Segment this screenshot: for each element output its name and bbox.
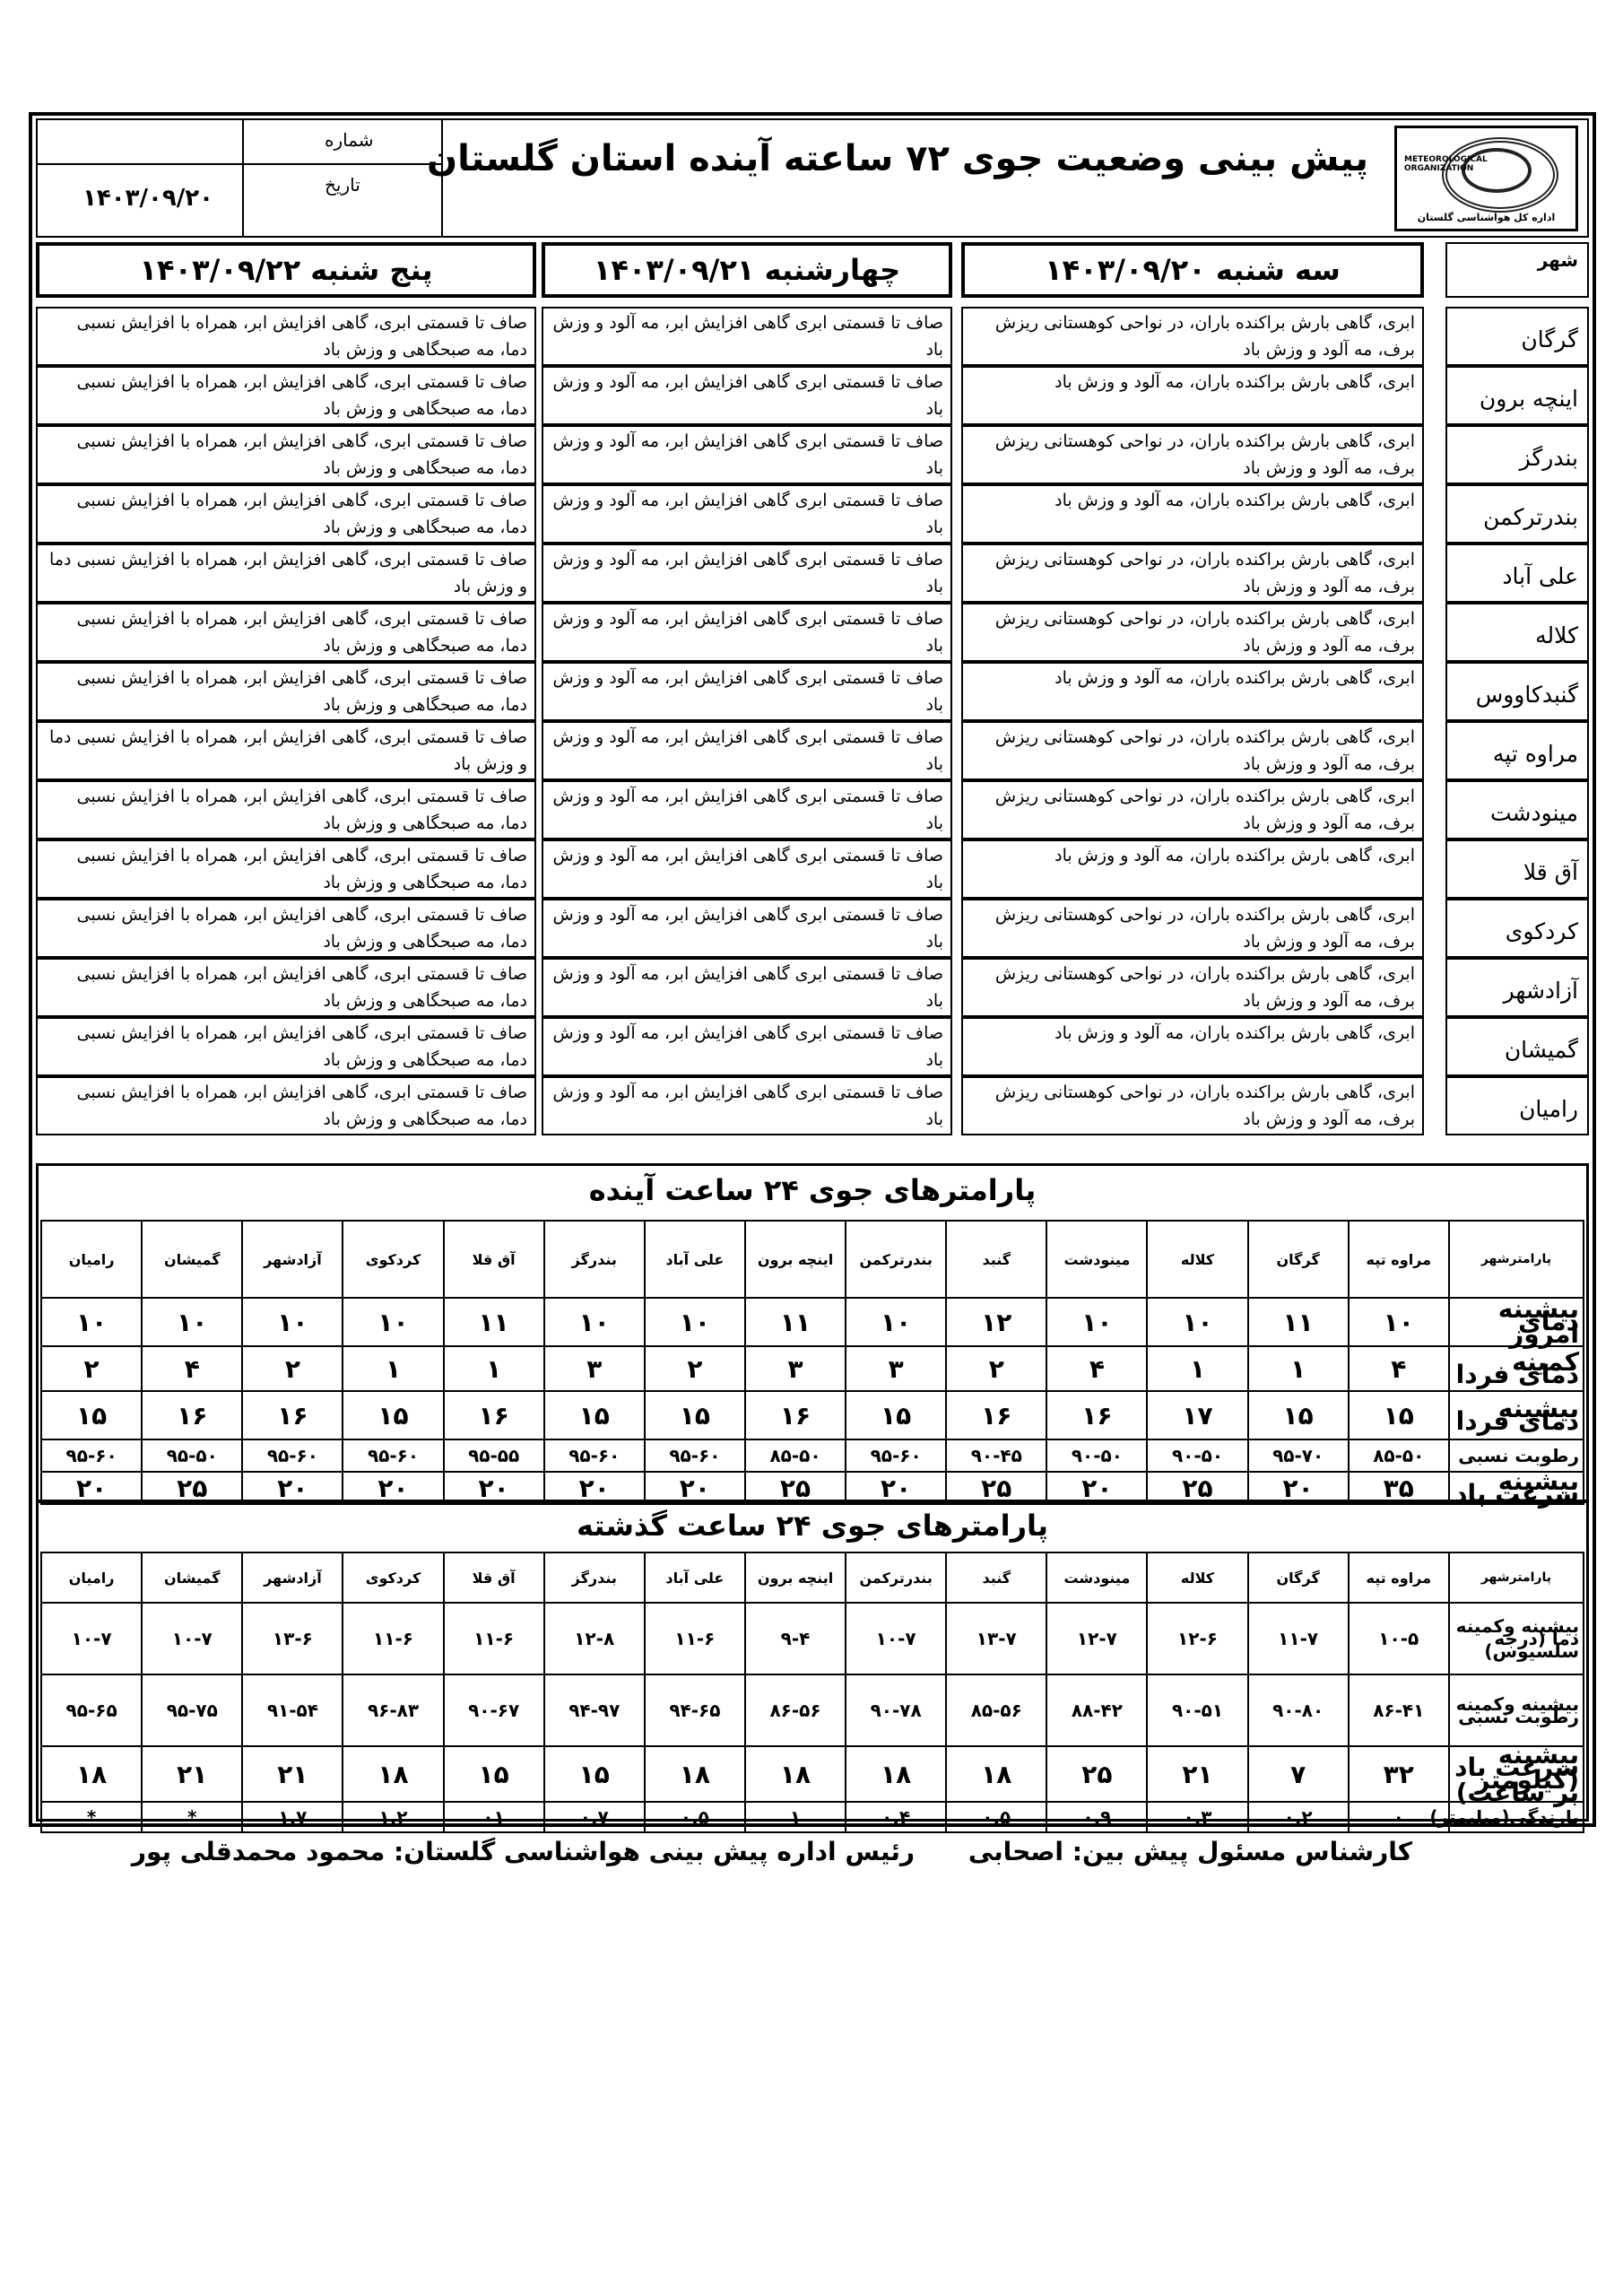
param-value: ۹۵-۶۰: [645, 1439, 745, 1472]
param-row: [41, 1298, 1584, 1346]
param-value: ۸۵-۵۶: [946, 1674, 1046, 1746]
param-city-header: گنبد: [946, 1221, 1046, 1298]
param-value: ۱: [1147, 1346, 1247, 1391]
forecast-day3-cell: صاف تا قسمتی ابری، گاهی افزایش ابر، همراه با افزایش نسبی دما، مه صبحگاهی و وزش باد: [36, 839, 536, 899]
forecast-day2-cell: صاف تا قسمتی ابری گاهی افزایش ابر، مه آلود و وزش باد: [542, 484, 952, 544]
param-value: ۰.۵: [645, 1802, 745, 1832]
param-value: ۹۵-۵۵: [444, 1439, 544, 1472]
forecast-row: [36, 603, 1589, 662]
city-name: اینچه برون: [1445, 366, 1589, 425]
past24-table: [40, 1552, 1584, 1833]
param-city-header: آزادشهر: [242, 1552, 343, 1603]
forecast-row: [36, 307, 1589, 366]
forecast-day3-cell: صاف تا قسمتی ابری، گاهی افزایش ابر، همراه با افزایش نسبی دما، مه صبحگاهی و وزش باد: [36, 1076, 536, 1135]
param-value: ۰.۹: [1046, 1802, 1147, 1832]
forecast-day2-cell: صاف تا قسمتی ابری گاهی افزایش ابر، مه آلود و وزش باد: [542, 544, 952, 603]
forecast-day3-cell: صاف تا قسمتی ابری، گاهی افزایش ابر، همراه با افزایش نسبی دما، مه صبحگاهی و وزش باد: [36, 899, 536, 958]
param-row: [41, 1346, 1584, 1391]
param-row: [41, 1746, 1584, 1802]
param-value: ۱۱: [745, 1298, 846, 1346]
next24-table: [40, 1220, 1584, 1509]
param-value: ۱۶: [1046, 1391, 1147, 1439]
forecast-day2-cell: صاف تا قسمتی ابری گاهی افزایش ابر، مه آلود و وزش باد: [542, 307, 952, 366]
day2-header: چهارشنبه ۱۴۰۳/۰۹/۲۱: [542, 242, 952, 298]
forecast-day1-cell: ابری، گاهی بارش براکنده باران، در نواحی کوهستانی ریزش برف، مه آلود و وزش باد: [961, 958, 1424, 1017]
param-value: ۹۵-۶۰: [846, 1439, 946, 1472]
param-label: بیشینه دمای امروز: [1449, 1298, 1584, 1346]
forecast-row: [36, 425, 1589, 484]
param-value: ۹۰-۴۵: [946, 1439, 1046, 1472]
param-value: ۰.۳: [1147, 1802, 1247, 1832]
param-value: ۱۲-۸: [544, 1603, 645, 1674]
forecast-day1-cell: ابری، گاهی بارش براکنده باران، در نواحی کوهستانی ریزش برف، مه آلود و وزش باد: [961, 721, 1424, 780]
param-value: ۱۳-۷: [946, 1603, 1046, 1674]
param-value: ۲: [946, 1346, 1046, 1391]
param-value: ۱۵: [1248, 1391, 1349, 1439]
forecast-day2-cell: صاف تا قسمتی ابری گاهی افزایش ابر، مه آلود و وزش باد: [542, 425, 952, 484]
city-name: بندرگز: [1445, 425, 1589, 484]
date-value: ۱۴۰۳/۰۹/۲۰: [82, 185, 213, 212]
param-city-header: بندرگز: [544, 1221, 645, 1298]
date-label: تاریخ: [325, 174, 360, 196]
param-value: ۲۰: [444, 1472, 544, 1504]
param-value: ۹۵-۶۵: [41, 1674, 142, 1746]
param-value: ۱۵: [544, 1746, 645, 1802]
forecast-row: [36, 544, 1589, 603]
param-value: ۱۶: [444, 1391, 544, 1439]
param-value: ۱۱-۶: [343, 1603, 443, 1674]
forecast-day2-cell: صاف تا قسمتی ابری گاهی افزایش ابر، مه آلود و وزش باد: [542, 839, 952, 899]
param-value: ۰.۵: [946, 1802, 1046, 1832]
param-value: *: [142, 1802, 242, 1832]
param-city-header: گمیشان: [142, 1552, 242, 1603]
forecast-day3-cell: صاف تا قسمتی ابری، گاهی افزایش ابر، همراه با افزایش نسبی دما، مه صبحگاهی و وزش باد: [36, 366, 536, 425]
param-city-header: مینودشت: [1046, 1221, 1147, 1298]
param-city-header: بندرترکمن: [846, 1221, 946, 1298]
param-label: بیشینه سرعت باد: [1449, 1472, 1584, 1504]
forecast-day2-cell: صاف تا قسمتی ابری گاهی افزایش ابر، مه آلود و وزش باد: [542, 1076, 952, 1135]
param-value: ۲: [41, 1346, 142, 1391]
forecast-day1-cell: ابری، گاهی بارش براکنده باران، در نواحی کوهستانی ریزش برف، مه آلود و وزش باد: [961, 307, 1424, 366]
param-value: ۱۵: [41, 1391, 142, 1439]
param-value: ۱۰: [1349, 1298, 1449, 1346]
param-value: ۹۰-۸۰: [1248, 1674, 1349, 1746]
param-value: ۱۰: [1046, 1298, 1147, 1346]
param-value: ۱.۲: [343, 1802, 443, 1832]
param-value: ۳: [544, 1346, 645, 1391]
param-value: ۱۰: [1147, 1298, 1247, 1346]
param-city-header: مراوه تپه: [1349, 1221, 1449, 1298]
forecast-day2-cell: صاف تا قسمتی ابری گاهی افزایش ابر، مه آلود و وزش باد: [542, 1017, 952, 1076]
city-name: گمیشان: [1445, 1017, 1589, 1076]
param-value: ۲۵: [946, 1472, 1046, 1504]
param-value: ۱۰: [544, 1298, 645, 1346]
forecast-day1-cell: ابری، گاهی بارش براکنده باران، مه آلود و وزش باد: [961, 662, 1424, 721]
param-city-header: کردکوی: [343, 1552, 443, 1603]
param-value: ۱۱: [1248, 1298, 1349, 1346]
forecast-day3-cell: صاف تا قسمتی ابری، گاهی افزایش ابر، همراه با افزایش نسبی دما، مه صبحگاهی و وزش باد: [36, 484, 536, 544]
param-value: ۲: [242, 1346, 343, 1391]
param-value: ۱۵: [645, 1391, 745, 1439]
param-value: ۱۰-۷: [142, 1603, 242, 1674]
forecast-day1-cell: ابری، گاهی بارش براکنده باران، در نواحی کوهستانی ریزش برف، مه آلود و وزش باد: [961, 780, 1424, 839]
param-value: ۲۰: [846, 1472, 946, 1504]
forecast-row: [36, 899, 1589, 958]
param-city-header: رامیان: [41, 1221, 142, 1298]
number-label: شماره: [325, 129, 374, 151]
param-value: ۹۶-۸۳: [343, 1674, 443, 1746]
param-value: ۱۱-۷: [1248, 1603, 1349, 1674]
forecast-day3-cell: صاف تا قسمتی ابری، گاهی افزایش ابر، همراه با افزایش نسبی دما، مه صبحگاهی و وزش باد: [36, 780, 536, 839]
forecast-row: [36, 1017, 1589, 1076]
param-value: ۱۸: [846, 1746, 946, 1802]
param-value: ۰.۴: [846, 1802, 946, 1832]
forecast-day1-cell: ابری، گاهی بارش براکنده باران، در نواحی کوهستانی ریزش برف، مه آلود و وزش باد: [961, 899, 1424, 958]
param-value: ۳۵: [1349, 1472, 1449, 1504]
param-value: ۲۰: [645, 1472, 745, 1504]
param-value: ۹۵-۶۰: [343, 1439, 443, 1472]
city-name: گنبدکاووس: [1445, 662, 1589, 721]
param-row: [41, 1603, 1584, 1674]
forecast-day2-cell: صاف تا قسمتی ابری گاهی افزایش ابر، مه آلود و وزش باد: [542, 662, 952, 721]
param-value: ۸۶-۵۶: [745, 1674, 846, 1746]
forecast-day1-cell: ابری، گاهی بارش براکنده باران، در نواحی کوهستانی ریزش برف، مه آلود و وزش باد: [961, 603, 1424, 662]
forecast-day1-cell: ابری، گاهی بارش براکنده باران، در نواحی کوهستانی ریزش برف، مه آلود و وزش باد: [961, 544, 1424, 603]
param-city-header: گمیشان: [142, 1221, 242, 1298]
param-row: [41, 1391, 1584, 1439]
param-value: ۱۵: [544, 1391, 645, 1439]
city-name: کلاله: [1445, 603, 1589, 662]
param-value: ۹۵-۶۰: [242, 1439, 343, 1472]
param-label: بیشینه سرعت باد (کیلومتر بر ساعت): [1449, 1746, 1584, 1802]
past24-title: پارامترهای جوی ۲۴ ساعت گذشته: [576, 1509, 1049, 1543]
forecast-day3-cell: صاف تا قسمتی ابری، گاهی افزایش ابر، همراه با افزایش نسبی دما، مه صبحگاهی و وزش باد: [36, 307, 536, 366]
forecast-day1-cell: ابری، گاهی بارش براکنده باران، در نواحی کوهستانی ریزش برف، مه آلود و وزش باد: [961, 425, 1424, 484]
param-city-header: آق قلا: [444, 1552, 544, 1603]
forecast-day1-cell: ابری، گاهی بارش براکنده باران، مه آلود و وزش باد: [961, 1017, 1424, 1076]
param-city-header: کلاله: [1147, 1552, 1247, 1603]
param-city-header: گرگان: [1248, 1221, 1349, 1298]
param-corner-header: پارامترشهر: [1449, 1552, 1584, 1603]
day3-header: پنج شنبه ۱۴۰۳/۰۹/۲۲: [36, 242, 536, 298]
forecast-day1-cell: ابری، گاهی بارش براکنده باران، مه آلود و وزش باد: [961, 839, 1424, 899]
param-value: ۲۰: [41, 1472, 142, 1504]
param-value: ۱۵: [444, 1746, 544, 1802]
forecast-row: [36, 662, 1589, 721]
param-value: ۹۵-۶۰: [544, 1439, 645, 1472]
next24-params-section: [36, 1163, 1589, 1509]
param-value: ۸۶-۴۱: [1349, 1674, 1449, 1746]
city-name: مینودشت: [1445, 780, 1589, 839]
param-value: ۸۵-۵۰: [745, 1439, 846, 1472]
param-value: ۲۰: [242, 1472, 343, 1504]
param-value: ۱۰-۷: [41, 1603, 142, 1674]
param-city-header: مینودشت: [1046, 1552, 1147, 1603]
param-value: ۲۱: [1147, 1746, 1247, 1802]
param-city-header: اینچه برون: [745, 1221, 846, 1298]
param-city-header: اینچه برون: [745, 1552, 846, 1603]
param-value: ۱۵: [846, 1391, 946, 1439]
param-value: ۸۸-۴۲: [1046, 1674, 1147, 1746]
param-value: ۲۵: [745, 1472, 846, 1504]
param-label: رطوبت نسبی: [1449, 1439, 1584, 1472]
param-value: ۱: [1248, 1346, 1349, 1391]
param-value: ۲۰: [1046, 1472, 1147, 1504]
forecast-day1-cell: ابری، گاهی بارش براکنده باران، مه آلود و وزش باد: [961, 366, 1424, 425]
param-row: [41, 1674, 1584, 1746]
param-city-header: کلاله: [1147, 1221, 1247, 1298]
param-value: ۹۰-۵۰: [1046, 1439, 1147, 1472]
param-value: ۱۸: [745, 1746, 846, 1802]
forecast-day2-cell: صاف تا قسمتی ابری گاهی افزایش ابر، مه آلود و وزش باد: [542, 721, 952, 780]
param-value: ۱۰: [846, 1298, 946, 1346]
forecast-row: [36, 1076, 1589, 1135]
param-value: ۱۱-۶: [444, 1603, 544, 1674]
param-value: ۱۶: [242, 1391, 343, 1439]
forecast-row: [36, 958, 1589, 1017]
forecast-day3-cell: صاف تا قسمتی ابری، گاهی افزایش ابر، همراه با افزایش نسبی دما و وزش باد: [36, 721, 536, 780]
document-header: [36, 118, 1589, 238]
param-value: ۱۶: [946, 1391, 1046, 1439]
param-city-header: کردکوی: [343, 1221, 443, 1298]
forecast-row: [36, 484, 1589, 544]
param-label: بیشینه وکمینه رطوبت نسبی: [1449, 1674, 1584, 1746]
day1-header: سه شنبه ۱۴۰۳/۰۹/۲۰: [961, 242, 1424, 298]
forecast-row: [36, 721, 1589, 780]
param-value: ۱۰: [645, 1298, 745, 1346]
param-value: ۲۵: [1046, 1746, 1147, 1802]
param-value: ۱۵: [1349, 1391, 1449, 1439]
param-value: ۴: [142, 1346, 242, 1391]
param-value: ۹۵-۷۰: [1248, 1439, 1349, 1472]
param-value: ۳۲: [1349, 1746, 1449, 1802]
city-name: رامیان: [1445, 1076, 1589, 1135]
forecast-day3-cell: صاف تا قسمتی ابری، گاهی افزایش ابر، همراه با افزایش نسبی دما، مه صبحگاهی و وزش باد: [36, 603, 536, 662]
param-value: ۱۰: [142, 1298, 242, 1346]
param-value: ۹۴-۶۵: [645, 1674, 745, 1746]
number-date-box: [38, 120, 443, 236]
head-signature: رئیس اداره پیش بینی هواشناسی گلستان: محمود محمدقلی پور: [131, 1837, 915, 1866]
param-value: ۱۰: [41, 1298, 142, 1346]
param-label: بارندگی(میلیمتر): [1449, 1802, 1584, 1832]
city-name: علی آباد: [1445, 544, 1589, 603]
param-value: ۹۵-۵۰: [142, 1439, 242, 1472]
param-city-header: گرگان: [1248, 1552, 1349, 1603]
forecast-day2-cell: صاف تا قسمتی ابری گاهی افزایش ابر، مه آلود و وزش باد: [542, 366, 952, 425]
param-value: ۹۴-۹۷: [544, 1674, 645, 1746]
param-value: ۲۵: [142, 1472, 242, 1504]
param-value: ۱: [444, 1346, 544, 1391]
city-name: مراوه تپه: [1445, 721, 1589, 780]
param-value: ۲۰: [1248, 1472, 1349, 1504]
next24-title: پارامترهای جوی ۲۴ ساعت آینده: [588, 1173, 1037, 1207]
city-name: بندرترکمن: [1445, 484, 1589, 544]
param-row: [41, 1472, 1584, 1504]
param-value: *: [41, 1802, 142, 1832]
forecast-day2-cell: صاف تا قسمتی ابری گاهی افزایش ابر، مه آلود و وزش باد: [542, 899, 952, 958]
city-column-header: شهر: [1445, 242, 1589, 298]
forecast-day1-cell: ابری، گاهی بارش براکنده باران، مه آلود و وزش باد: [961, 484, 1424, 544]
meteorological-organization-logo: [1394, 126, 1578, 231]
param-value: ۲۰: [544, 1472, 645, 1504]
param-label: بیشینه دمای فردا: [1449, 1391, 1584, 1439]
param-value: ۱: [343, 1346, 443, 1391]
param-row: [41, 1439, 1584, 1472]
param-city-header: رامیان: [41, 1552, 142, 1603]
param-value: ۰.۷: [544, 1802, 645, 1832]
param-value: ۱۶: [142, 1391, 242, 1439]
param-value: ۷: [1248, 1746, 1349, 1802]
param-city-header: بندرترکمن: [846, 1552, 946, 1603]
forecast-day2-cell: صاف تا قسمتی ابری گاهی افزایش ابر، مه آلود و وزش باد: [542, 603, 952, 662]
param-value: ۱۰-۷: [846, 1603, 946, 1674]
param-value: ۳: [846, 1346, 946, 1391]
param-value: ۰.۲: [1248, 1802, 1349, 1832]
city-name: آق قلا: [1445, 839, 1589, 899]
city-name: آزادشهر: [1445, 958, 1589, 1017]
param-value: ۱۳-۶: [242, 1603, 343, 1674]
forecast-day3-cell: صاف تا قسمتی ابری، گاهی افزایش ابر، همراه با افزایش نسبی دما و وزش باد: [36, 544, 536, 603]
param-value: ۱.۷: [242, 1802, 343, 1832]
param-label: کمینه دمای فردا: [1449, 1346, 1584, 1391]
forecast-day3-cell: صاف تا قسمتی ابری، گاهی افزایش ابر، همراه با افزایش نسبی دما، مه صبحگاهی و وزش باد: [36, 958, 536, 1017]
param-value: ۲۵: [1147, 1472, 1247, 1504]
forecaster-signature: کارشناس مسئول پیش بین: اصحابی: [968, 1837, 1412, 1866]
param-value: ۱۷: [1147, 1391, 1247, 1439]
param-value: ۱۸: [343, 1746, 443, 1802]
param-value: ۴: [1349, 1346, 1449, 1391]
city-name: کردکوی: [1445, 899, 1589, 958]
param-value: ۲۱: [242, 1746, 343, 1802]
logo-text: METEOROLOGICAL ORGANIZATION: [1404, 155, 1488, 173]
param-value: ۱۶: [745, 1391, 846, 1439]
param-city-header: آزادشهر: [242, 1221, 343, 1298]
param-value: ۱۰: [242, 1298, 343, 1346]
param-value: ۹۰-۵۰: [1147, 1439, 1247, 1472]
param-value: ۱۸: [645, 1746, 745, 1802]
forecast-day2-cell: صاف تا قسمتی ابری گاهی افزایش ابر، مه آلود و وزش باد: [542, 780, 952, 839]
param-value: ۹۰-۶۷: [444, 1674, 544, 1746]
param-value: ۱۱: [444, 1298, 544, 1346]
param-value: ۰۱: [444, 1802, 544, 1832]
param-city-header: علی آباد: [645, 1552, 745, 1603]
param-value: ۹۰-۵۱: [1147, 1674, 1247, 1746]
forecast-row: [36, 780, 1589, 839]
forecast-day3-cell: صاف تا قسمتی ابری، گاهی افزایش ابر، همراه با افزایش نسبی دما، مه صبحگاهی و وزش باد: [36, 662, 536, 721]
param-value: ۳: [745, 1346, 846, 1391]
forecast-day1-cell: ابری، گاهی بارش براکنده باران، در نواحی کوهستانی ریزش برف، مه آلود و وزش باد: [961, 1076, 1424, 1135]
param-label: بیشینه وکمینه دما (درجه سلسیوس): [1449, 1603, 1584, 1674]
param-value: ۴: [1046, 1346, 1147, 1391]
param-value: ۰: [1349, 1802, 1449, 1832]
param-value: ۱۲: [946, 1298, 1046, 1346]
param-value: ۱۰: [343, 1298, 443, 1346]
forecast-row: [36, 839, 1589, 899]
param-city-header: بندرگز: [544, 1552, 645, 1603]
param-corner-header: پارامترشهر: [1449, 1221, 1584, 1298]
forecast-day3-cell: صاف تا قسمتی ابری، گاهی افزایش ابر، همراه با افزایش نسبی دما، مه صبحگاهی و وزش باد: [36, 425, 536, 484]
param-value: ۹۰-۷۸: [846, 1674, 946, 1746]
param-value: ۱: [745, 1802, 846, 1832]
param-value: ۱۰-۵: [1349, 1603, 1449, 1674]
param-city-header: آق قلا: [444, 1221, 544, 1298]
param-row: [41, 1802, 1584, 1832]
param-value: ۱۵: [343, 1391, 443, 1439]
param-value: ۹-۴: [745, 1603, 846, 1674]
param-value: ۲۰: [343, 1472, 443, 1504]
forecast-day2-cell: صاف تا قسمتی ابری گاهی افزایش ابر، مه آلود و وزش باد: [542, 958, 952, 1017]
param-value: ۱۸: [946, 1746, 1046, 1802]
param-value: ۹۵-۷۵: [142, 1674, 242, 1746]
param-city-header: مراوه تپه: [1349, 1552, 1449, 1603]
forecast-row: [36, 366, 1589, 425]
param-value: ۹۵-۶۰: [41, 1439, 142, 1472]
param-value: ۸۵-۵۰: [1349, 1439, 1449, 1472]
forecast-day3-cell: صاف تا قسمتی ابری، گاهی افزایش ابر، همراه با افزایش نسبی دما، مه صبحگاهی و وزش باد: [36, 1017, 536, 1076]
param-value: ۱۱-۶: [645, 1603, 745, 1674]
param-value: ۹۱-۵۴: [242, 1674, 343, 1746]
param-city-header: گنبد: [946, 1552, 1046, 1603]
param-value: ۱۲-۷: [1046, 1603, 1147, 1674]
param-value: ۱۲-۶: [1147, 1603, 1247, 1674]
city-name: گرگان: [1445, 307, 1589, 366]
logo-caption: اداره کل هواشناسی گلستان: [1417, 212, 1556, 223]
param-value: ۲۱: [142, 1746, 242, 1802]
past24-params-section: [36, 1500, 1589, 1828]
param-city-header: علی آباد: [645, 1221, 745, 1298]
param-value: ۲: [645, 1346, 745, 1391]
page-title: پیش بینی وضعیت جوی ۷۲ ساعته آینده استان گلستان: [427, 138, 1368, 179]
param-value: ۱۸: [41, 1746, 142, 1802]
